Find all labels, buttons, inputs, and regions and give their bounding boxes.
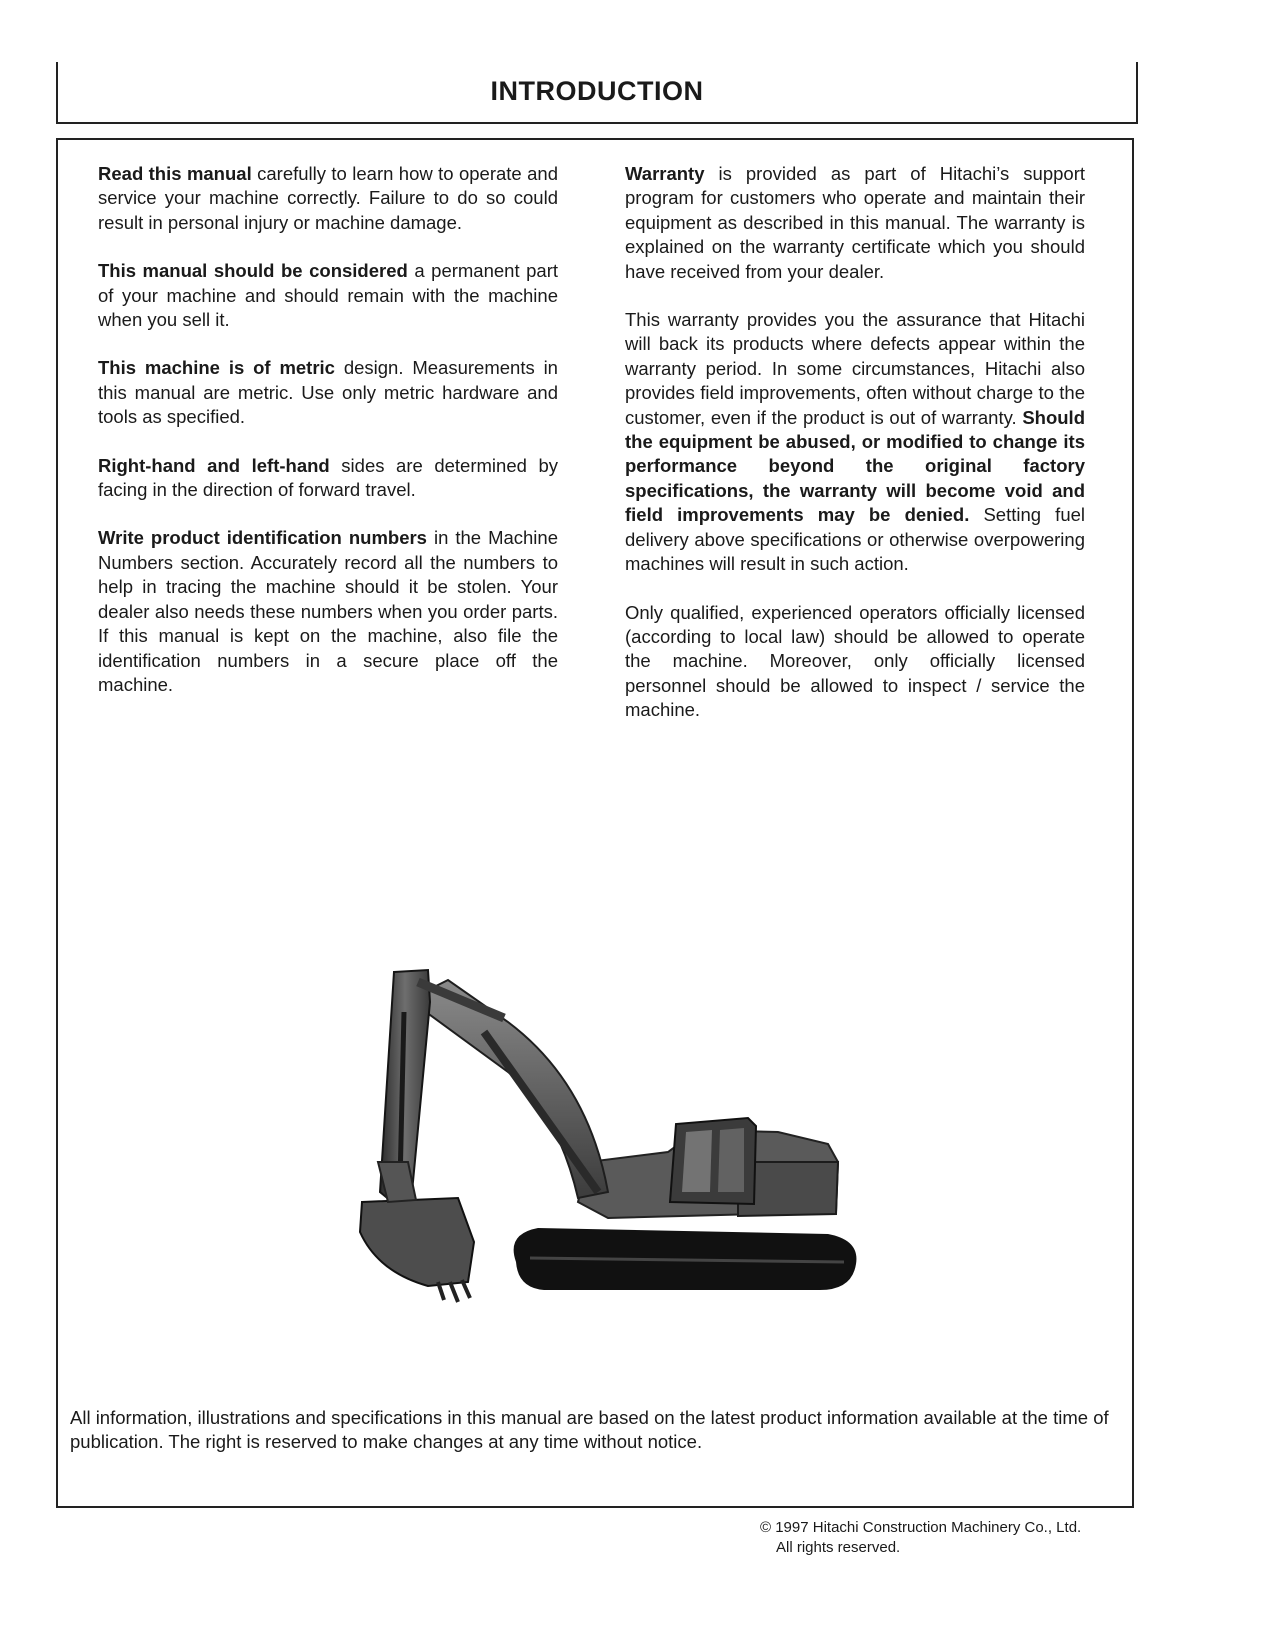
paragraph-text: sides are determined by facing in the direction of forward travel. xyxy=(98,454,558,501)
paragraph-lead: This manual should be considered xyxy=(98,260,408,282)
paragraph-text: Setting fuel delivery above specifications or otherwise overpowering machines will result in such action. xyxy=(625,504,1086,575)
paragraph-right-left-hand xyxy=(98,454,558,503)
left-column xyxy=(98,162,558,721)
paragraph-text: a permanent part of your machine and should remain with the machine when you sell it. xyxy=(98,260,558,331)
excavator-illustration xyxy=(308,862,868,1322)
paragraph-text: Only qualified, experienced operators officially licensed (according to local law) should be allowed to operate the machine. Moreover, only officially licensed personnel should be allowed to inspect / service the machine. xyxy=(625,601,1085,721)
paragraph-warranty xyxy=(625,162,1085,284)
paragraph-text: is provided as part of Hitachi’s support program for customers who operate and maintain their equipment as described in this manual. The warranty is explained on the warranty certificate which you should have received from your dealer. xyxy=(625,163,1085,282)
excavator-bucket xyxy=(360,1198,474,1286)
paragraph-lead: Write product identification numbers xyxy=(98,527,427,549)
paragraph-read-manual xyxy=(98,162,558,235)
paragraph-warning: Should the equipment be abused, or modified to change its performance beyond the original factory specifications, the warranty will become void and field improvements may be denied. xyxy=(625,406,1085,526)
paragraph-metric-design xyxy=(98,356,558,429)
paragraph-text: in the Machine Numbers section. Accurately record all the numbers to help in tracing the machine should it be stolen. Your dealer also needs these numbers when you order parts. If this manual is kept on the machine, also file the identification numbers in a secure place off the machine. xyxy=(98,527,558,695)
paragraph-identification-numbers xyxy=(98,526,558,697)
paragraph-text: This warranty provides you the assurance that Hitachi will back its products where defects appear within the warranty period. In some circumstances, Hitachi also provides field improvements, often without charge to the customer, even if the product is out of warranty. xyxy=(625,309,1085,428)
content-box xyxy=(56,138,1134,1508)
right-column xyxy=(625,162,1085,747)
paragraph-text: carefully to learn how to operate and service your machine correctly. Failure to do so could result in personal injury or machine damage. xyxy=(98,163,558,233)
rights-reserved-line: All rights reserved. xyxy=(776,1539,901,1556)
paragraph-warranty-assurance xyxy=(625,308,1085,576)
paragraph-lead: Read this manual xyxy=(98,163,252,184)
paragraph-text: design. Measurements in this manual are metric. Use only metric hardware and tools as specified. xyxy=(98,357,558,428)
page-title: INTRODUCTION xyxy=(490,76,704,106)
copyright-line: © 1997 Hitachi Construction Machinery Co., Ltd. xyxy=(760,1519,1082,1536)
paragraph-lead: This machine is of metric xyxy=(98,357,335,379)
paragraph-lead: Right-hand and left-hand xyxy=(98,454,330,476)
paragraph-permanent-part xyxy=(98,259,558,332)
copyright-block xyxy=(760,1518,1081,1558)
paragraph-qualified-operators xyxy=(625,601,1085,723)
header-box xyxy=(56,62,1138,124)
paragraph-lead: Warranty xyxy=(625,163,705,184)
disclaimer-notice: All information, illustrations and specifications in this manual are based on the latest product information available at the time of publication. The right is reserved to make changes at any time without notice. xyxy=(70,1407,1109,1453)
